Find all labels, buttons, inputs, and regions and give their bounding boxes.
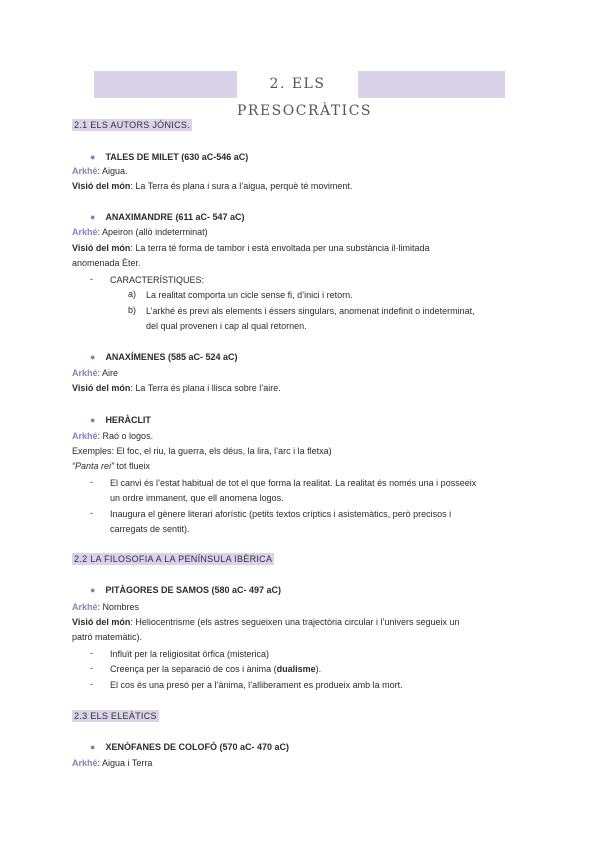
arkhe-value: Aigua. xyxy=(100,166,128,176)
colon: : xyxy=(97,227,101,237)
list-text: ). xyxy=(315,664,322,674)
arkhe-line xyxy=(72,165,128,177)
panta-rei-translation: tot flueix xyxy=(114,461,151,471)
page-title: 2. ELS PRESOCRÀTICS xyxy=(237,71,358,98)
list-letter: a) xyxy=(128,289,137,299)
bullet-icon: ● xyxy=(90,415,96,425)
colon: : xyxy=(130,243,133,253)
panta-rei: “Panta rei” xyxy=(72,461,115,471)
author-heading-xenofanes xyxy=(90,742,289,752)
arkhe-label: Arkhé xyxy=(72,602,98,612)
list-item: Inaugura el gènere literari aforístic (petits textos críptics i asistemàtics, però precisos i xyxy=(110,509,452,519)
author-heading-heraclit xyxy=(90,415,151,425)
list-item: El canvi és l’estat habitual de tot el que forma la realitat. La realitat és només una i posseeix xyxy=(110,478,477,488)
vision-value: La terra té forma de tambor i està envoltada per una substància il·limitada xyxy=(132,243,430,253)
author-name: PITÀGORES DE SAMOS (580 aC- 497 aC) xyxy=(105,585,281,595)
panta-rei-line xyxy=(72,460,150,472)
dash-icon: - xyxy=(90,477,93,487)
vision-line xyxy=(72,180,352,192)
list-item-continuation: del qual provenen i cap al qual retornen. xyxy=(146,321,307,331)
bullet-icon: ● xyxy=(90,212,96,222)
examples-line xyxy=(72,445,332,457)
vision-label: Visió del món xyxy=(72,243,131,253)
arkhe-line xyxy=(72,430,153,442)
author-name: ANAXÍMENES (585 aC- 524 aC) xyxy=(105,352,238,362)
colon: : xyxy=(130,383,133,393)
arkhe-label: Arkhé xyxy=(72,758,98,768)
author-heading-tales xyxy=(90,152,248,162)
bullet-icon: ● xyxy=(90,352,96,362)
vision-value: Heliocentrisme (els astres segueixen una trajectòria circular i l’univers segueix un xyxy=(132,617,460,627)
list-item-continuation: un ordre immanent, que ell anomena logos. xyxy=(110,493,284,503)
vision-label: Visió del món xyxy=(72,383,131,393)
vision-label: Visió del món xyxy=(72,617,131,627)
vision-line xyxy=(72,382,281,394)
colon: : xyxy=(97,602,101,612)
dash-icon: - xyxy=(90,679,93,689)
section-heading-eleatics: 2.3 ELS ELEÀTICS xyxy=(74,711,157,721)
arkhe-line xyxy=(72,757,152,769)
section-heading-jonics: 2.1 ELS AUTORS JÒNICS. xyxy=(74,120,190,130)
characteristics-label: CARACTERÍSTIQUES: xyxy=(110,275,205,285)
colon: : xyxy=(97,758,101,768)
dash-icon: - xyxy=(90,663,93,673)
arkhe-label: Arkhé xyxy=(72,227,98,237)
list-item: El cos és una presó per a l’ànima, l’alliberament es produeix amb la mort. xyxy=(110,680,403,690)
vision-label: Visió del món xyxy=(72,181,131,191)
list-letter: b) xyxy=(128,305,137,315)
colon: : xyxy=(97,368,101,378)
arkhe-label: Arkhé xyxy=(72,431,98,441)
arkhe-value: Aigua i Terra xyxy=(100,758,153,768)
vision-value: La Terra és plana i llisca sobre l’aire. xyxy=(132,383,281,393)
author-name: ANAXIMANDRE (611 aC- 547 aC) xyxy=(105,212,245,222)
arkhe-value: Raó o logos. xyxy=(100,431,154,441)
vision-continuation: anomenada Èter. xyxy=(72,258,141,268)
arkhe-label: Arkhé xyxy=(72,166,98,176)
colon: : xyxy=(97,431,101,441)
arkhe-value: Aire xyxy=(100,368,119,378)
colon: : xyxy=(130,181,133,191)
author-heading-pitagores xyxy=(90,585,281,595)
author-heading-anaximandre xyxy=(90,212,244,222)
dash-icon: - xyxy=(90,274,93,284)
author-heading-anaximenes xyxy=(90,352,237,362)
dash-icon: - xyxy=(90,508,93,518)
dash-icon: - xyxy=(90,648,93,658)
bullet-icon: ● xyxy=(90,742,96,752)
arkhe-value: Nombres xyxy=(100,602,140,612)
vision-line xyxy=(72,242,430,254)
list-item: La realitat comporta un cicle sense fi, d’inici i retorn. xyxy=(146,290,353,300)
examples-label: Exemples: xyxy=(72,446,115,456)
arkhe-line xyxy=(72,226,208,238)
list-item xyxy=(110,663,321,675)
examples-value: El foc, el riu, la guerra, els déus, la lira, l’arc i la fletxa) xyxy=(114,446,332,456)
arkhe-label: Arkhé xyxy=(72,368,98,378)
arkhe-line xyxy=(72,367,118,379)
arkhe-line xyxy=(72,601,139,613)
author-name: TALES DE MILET (630 aC-546 aC) xyxy=(105,152,249,162)
author-name: HERÀCLIT xyxy=(105,415,151,425)
vision-continuation: patró matemàtic). xyxy=(72,632,143,642)
vision-value: La Terra és plana i sura a l’aigua, perquè té moviment. xyxy=(132,181,353,191)
list-item: L’arkhé és previ als elements i éssers singulars, anomenat indefinit o indeterminat, xyxy=(146,306,475,316)
author-name: XENÒFANES DE COLOFÓ (570 aC- 470 aC) xyxy=(105,742,289,752)
list-item-continuation: carregats de sentit). xyxy=(110,524,190,534)
colon: : xyxy=(130,617,133,627)
colon: : xyxy=(97,166,101,176)
section-heading-peninsula: 2.2 LA FILOSOFIA A LA PENÍNSULA IBÈRICA xyxy=(74,554,273,564)
dualisme-term: dualisme xyxy=(276,664,316,674)
bullet-icon: ● xyxy=(90,152,96,162)
list-item: Influït per la religiositat òrfica (misterica) xyxy=(110,649,270,659)
arkhe-value: Apeiron (allò indeterminat) xyxy=(100,227,208,237)
vision-line xyxy=(72,616,460,628)
list-text: Creença per la separació de cos i ànima ( xyxy=(110,664,277,674)
bullet-icon: ● xyxy=(90,585,96,595)
